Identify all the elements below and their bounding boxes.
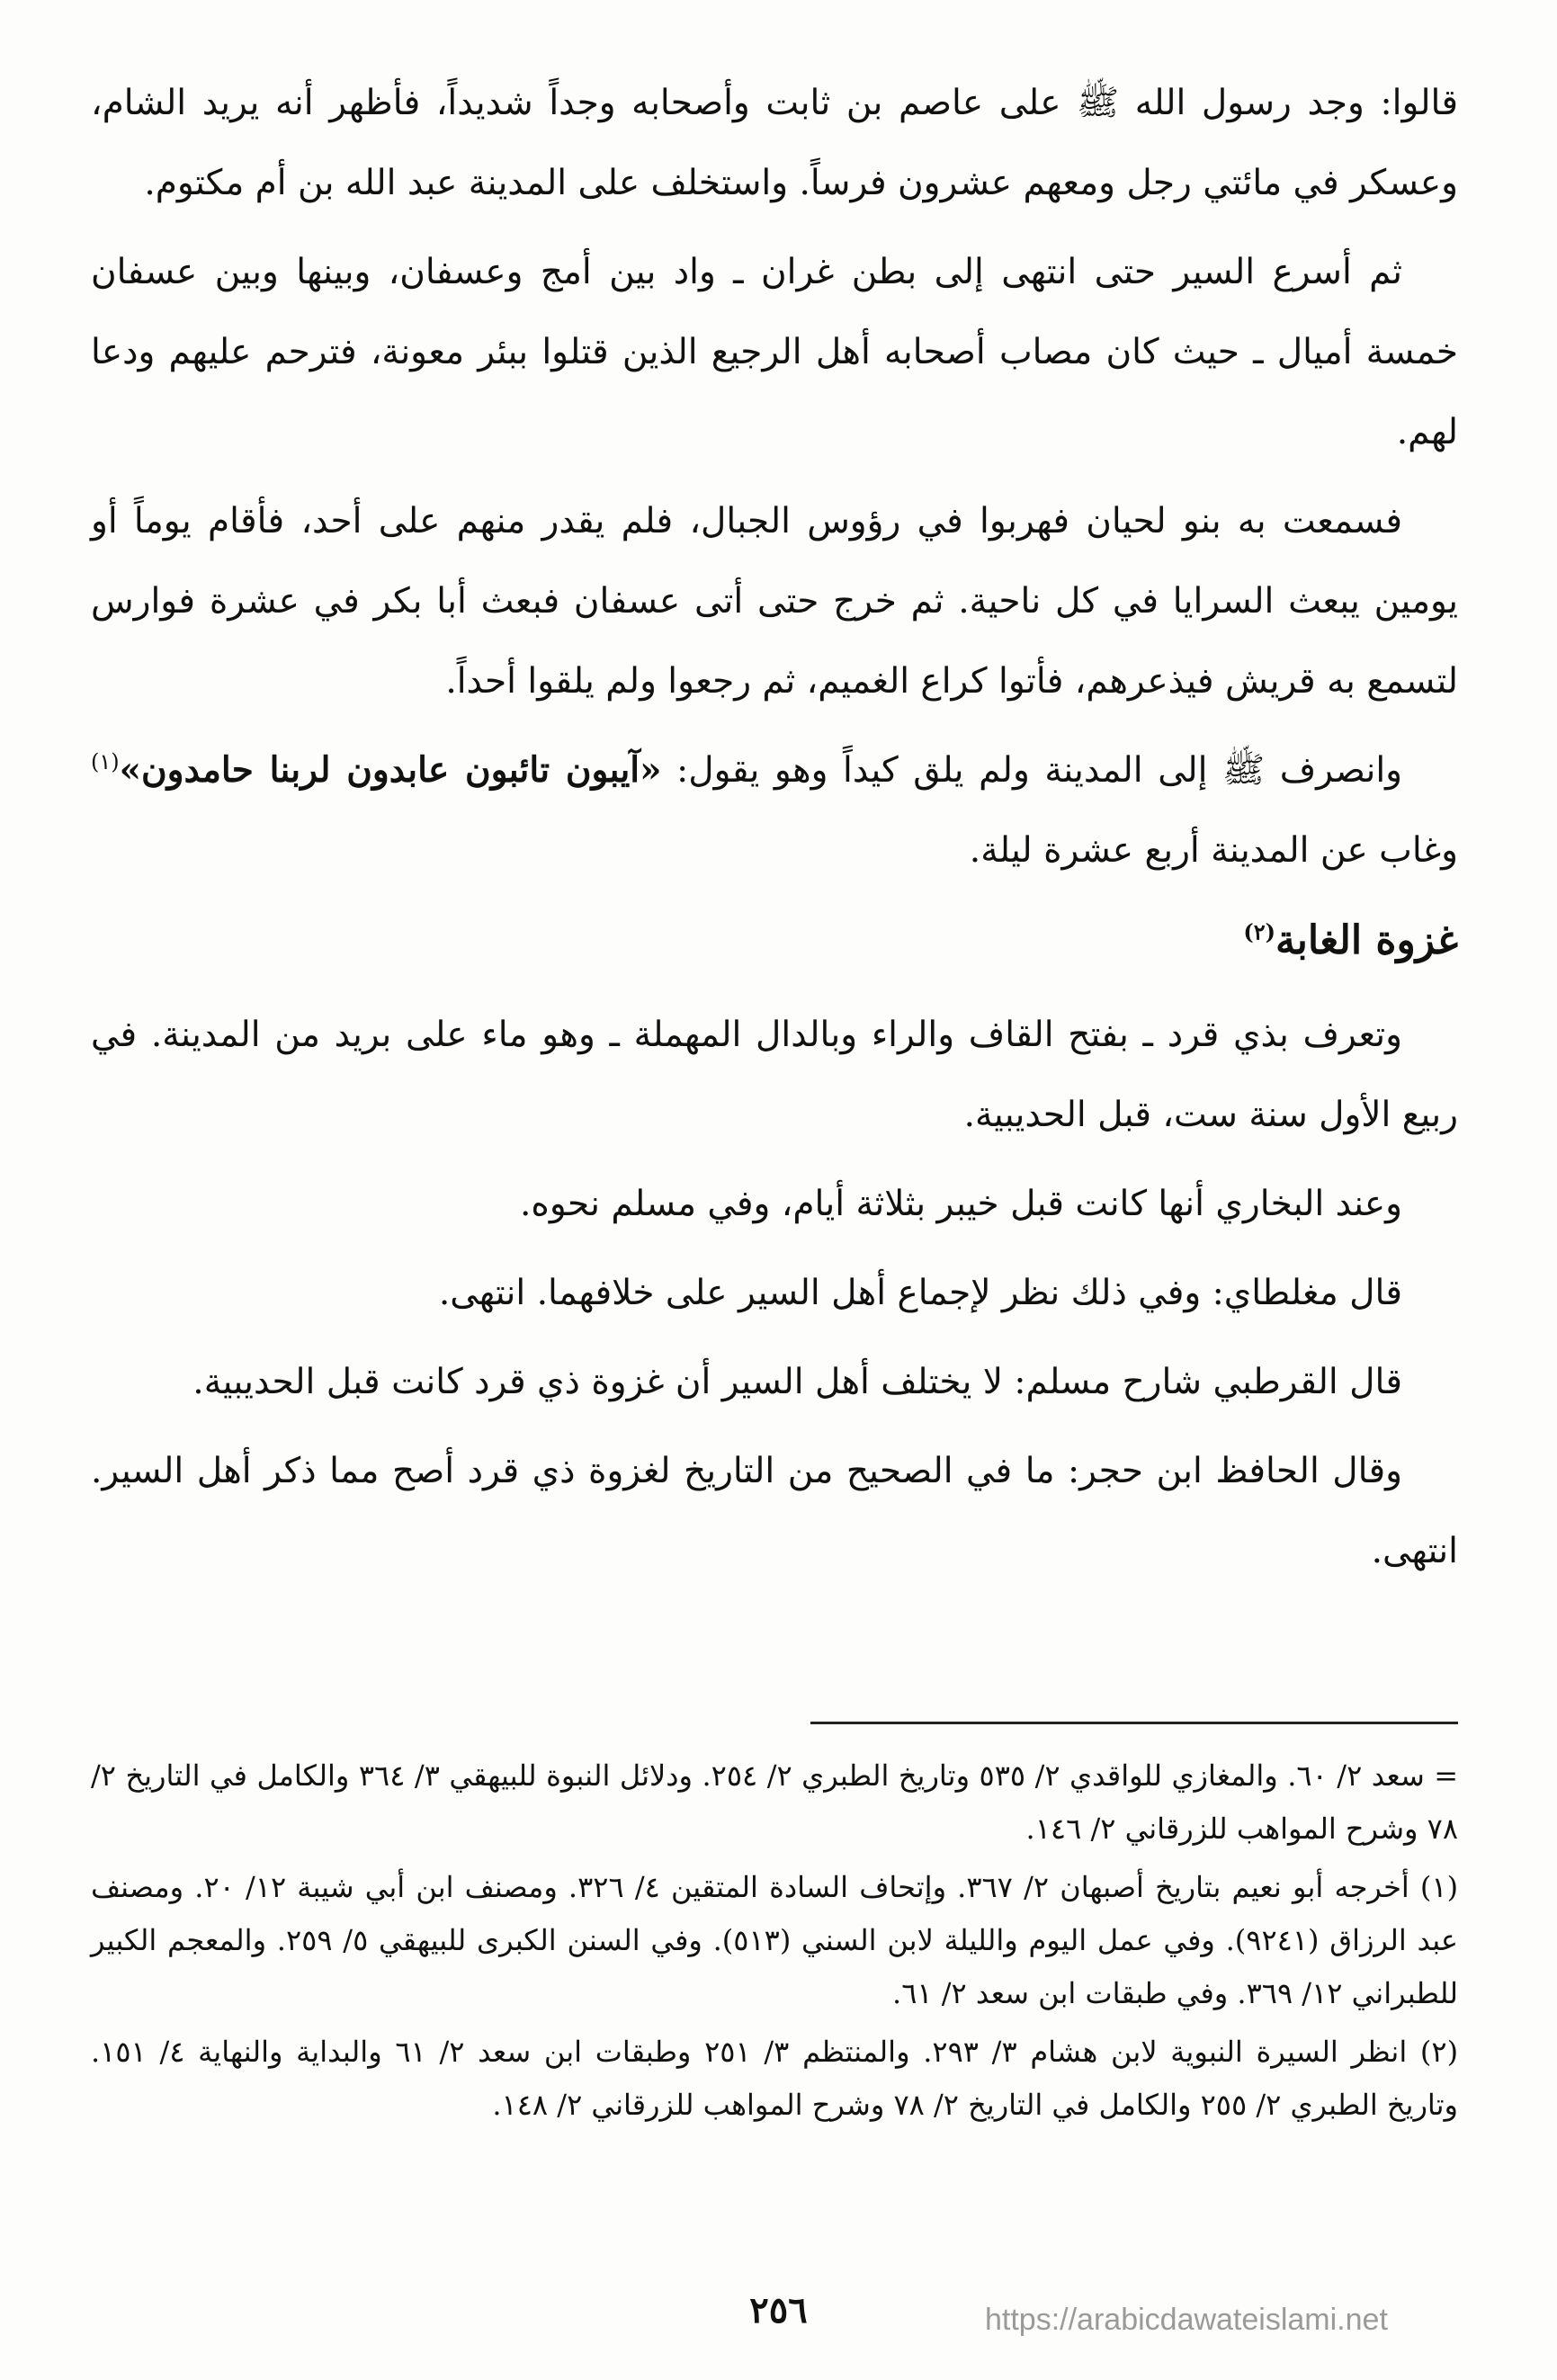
paragraph: قال مغلطاي: وفي ذلك نظر لإجماع أهل السير على خلافهما. انتهى. bbox=[438, 1273, 1402, 1313]
footnote-2: (٢) انظر السيرة النبوية لابن هشام ٣/ ٢٩٣. والمنتظم ٣/ ٢٥١ وطبقات ابن سعد ٢/ ٦١ والبداية والنهاية ٤/ ١٥١. وتاريخ الطبري ٢/ ٢٥٥ والكامل في التاريخ ٢/ ٧٨ وشرح المواهب للزرقاني ٢/ ١٤٨. bbox=[91, 2035, 1459, 2122]
footnote-divider bbox=[810, 1722, 1458, 1724]
paragraph: قالوا: وجد رسول الله ﷺ على عاصم بن ثابت وأصحابه وجداً شديداً، فأظهر أنه يريد الشام، وعسكر في مائتي رجل ومعهم عشرون فرساً. واستخلف على المدينة عبد الله بن أم مكتوم. bbox=[91, 83, 1458, 203]
footnote-continuation: = سعد ٢/ ٦٠. والمغازي للواقدي ٢/ ٥٣٥ وتاريخ الطبري ٢/ ٢٥٤. ودلائل النبوة للبيهقي ٣/ ٣٦٤ والكامل في التاريخ ٢/ ٧٨ وشرح المواهب للزرقاني ٢/ ١٤٦. bbox=[91, 1758, 1459, 1846]
paragraph: ثم أسرع السير حتى انتهى إلى بطن غران ـ واد بين أمج وعسفان، وبينها وبين عسفان خمسة أميال ـ حيث كان مصاب أصحابه أهل الرجيع الذين قتلوا ببئر معونة، فترحم عليهم ودعا لهم. bbox=[91, 252, 1458, 452]
footnotes bbox=[91, 1749, 1458, 2137]
paragraph: وعند البخاري أنها كانت قبل خيبر بثلاثة أيام، وفي مسلم نحوه. bbox=[520, 1184, 1402, 1224]
paragraph-text: وغاب عن المدينة أربع عشرة ليلة. bbox=[969, 830, 1458, 871]
paragraph: وقال الحافظ ابن حجر: ما في الصحيح من التاريخ لغزوة ذي قرد أصح مما ذكر أهل السير. انتهى. bbox=[91, 1451, 1458, 1571]
page-number: ٢٥٦ bbox=[749, 2289, 808, 2331]
paragraph: وتعرف بذي قرد ـ بفتح القاف والراء وبالدال المهملة ـ وهو ماء على بريد من المدينة. في ربيع الأول سنة ست، قبل الحديبية. bbox=[91, 1015, 1458, 1135]
section-heading-text: غزوة الغابة bbox=[1275, 917, 1458, 963]
paragraph: فسمعت به بنو لحيان فهربوا في رؤوس الجبال، فلم يقدر منهم على أحد، فأقام يوماً أو يومين يبعث السرايا في كل ناحية. ثم خرج حتى أتى عسفان فبعث أبا بكر في عشرة فوارس لتسمع به قريش فيذعرهم، فأتوا كراع الغميم، ثم رجعوا ولم يلقوا أحداً. bbox=[91, 501, 1458, 702]
footnote-1: (١) أخرجه أبو نعيم بتاريخ أصبهان ٢/ ٣٦٧. وإتحاف السادة المتقين ٤/ ٣٢٦. ومصنف ابن أبي شيبة ١٢/ ٢٠. ومصنف عبد الرزاق (٩٢٤١). وفي عمل اليوم والليلة لابن السني (٥١٣). وفي السنن الكبرى للبيهقي ٥/ ٢٥٩. والمعجم الكبير للطبراني ١٢/ ٣٦٩. وفي طبقات ابن سعد ٢/ ٦١. bbox=[91, 1870, 1459, 2010]
watermark-url: https://arabicdawateislami.net bbox=[985, 2303, 1388, 2337]
footnote-ref[interactable]: (٢) bbox=[1243, 918, 1275, 945]
paragraph: قال القرطبي شارح مسلم: لا يختلف أهل السير أن غزوة ذي قرد كانت قبل الحديبية. bbox=[192, 1362, 1402, 1402]
footnote-ref[interactable]: (١) bbox=[91, 749, 120, 774]
paragraph-text: وانصرف ﷺ إلى المدينة ولم يلق كيداً وهو يقول: bbox=[661, 750, 1402, 791]
quoted-saying: «آيبون تائبون عابدون لربنا حامدون» bbox=[119, 749, 662, 791]
section-heading bbox=[91, 899, 1458, 982]
main-text bbox=[91, 63, 1458, 1600]
paragraph bbox=[91, 730, 1458, 890]
